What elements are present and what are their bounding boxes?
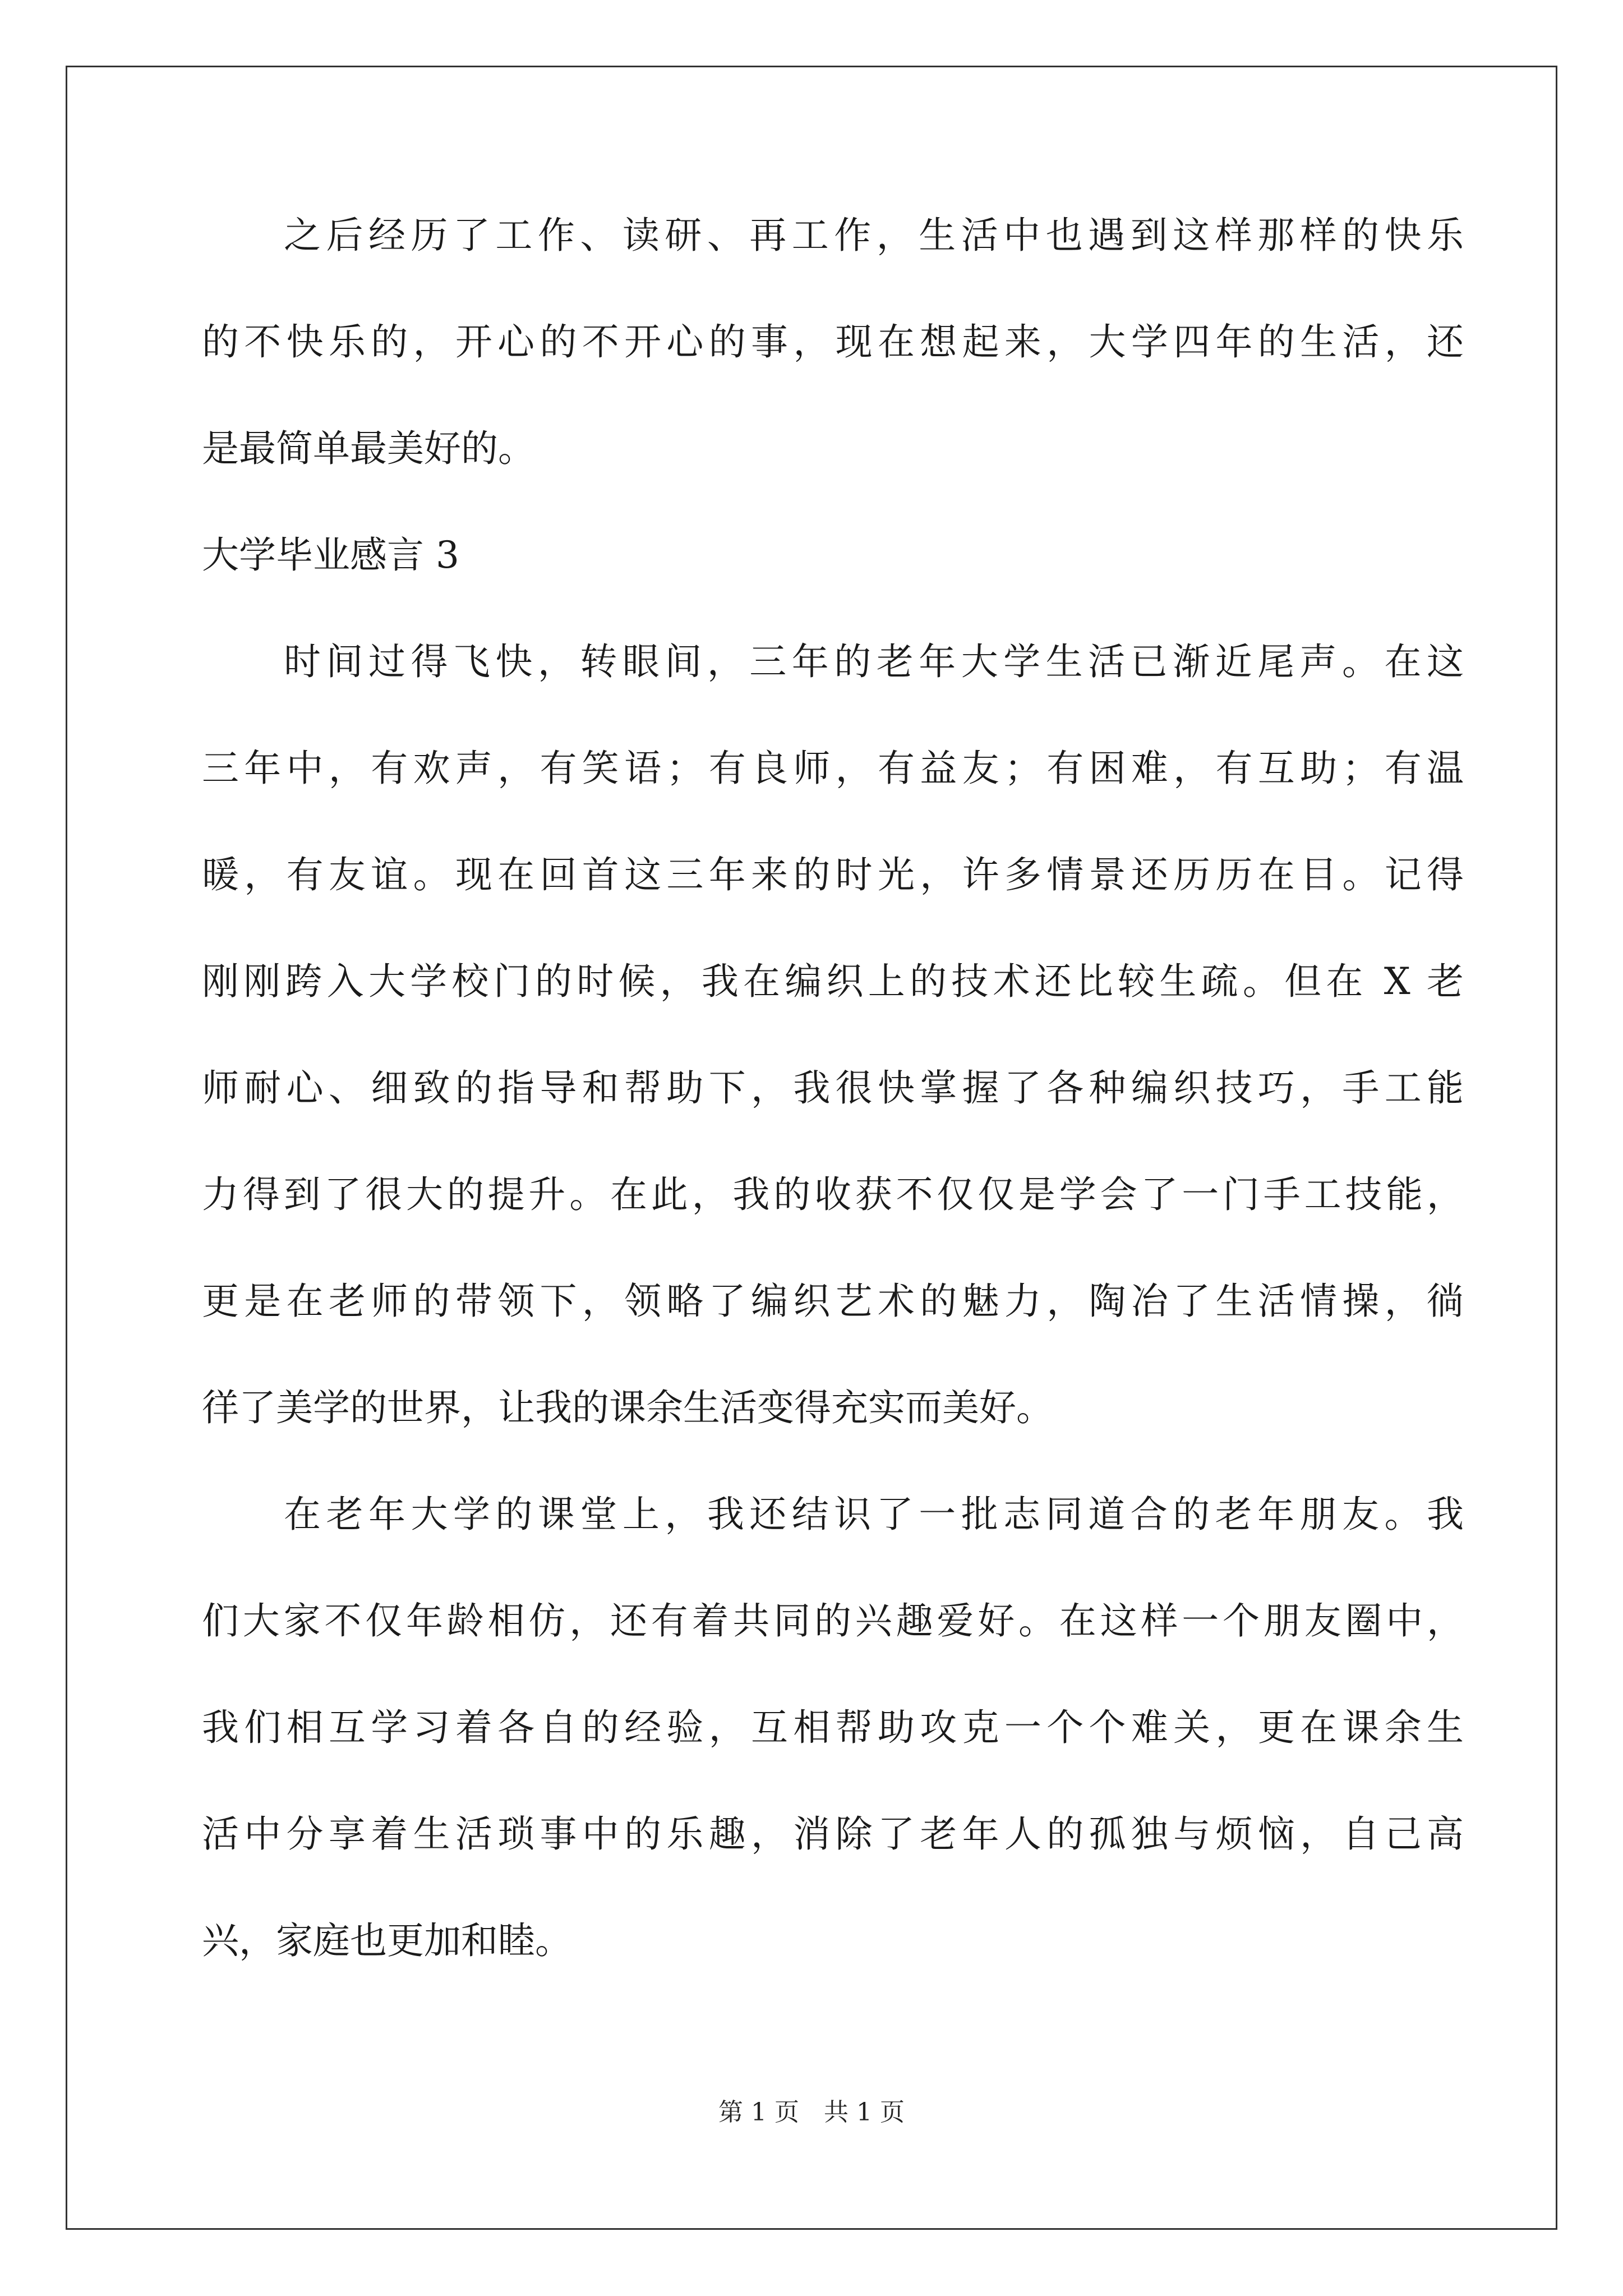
paragraph-line: 们大家不仅年龄相仿，还有着共同的兴趣爱好。在这样一个朋友圈中， (202, 1599, 1464, 1642)
paragraph-line: 在老年大学的课堂上，我还结识了一批志同道合的老年朋友。我 (284, 1493, 1464, 1536)
page-footer: 第 1 页 共 1 页 (718, 2098, 905, 2127)
paragraph-line: 是最简单最美好的。 (202, 427, 535, 470)
paragraph-line: 活中分享着生活琐事中的乐趣，消除了老年人的孤独与烦恼，自己高 (202, 1812, 1464, 1856)
paragraph-line: 暖，有友谊。现在回首这三年来的时光，许多情景还历历在目。记得 (202, 853, 1464, 896)
paragraph-line: 兴，家庭也更加和睦。 (202, 1919, 572, 1962)
paragraph-line: 三年中，有欢声，有笑语；有良师，有益友；有困难，有互助；有温 (202, 747, 1464, 790)
paragraph-line: 我们相互学习着各自的经验，互相帮助攻克一个个难关，更在课余生 (202, 1706, 1464, 1749)
paragraph-line: 师耐心、细致的指导和帮助下，我很快掌握了各种编织技巧，手工能 (202, 1066, 1464, 1110)
paragraph-line: 力得到了很大的提升。在此，我的收获不仅仅是学会了一门手工技能， (202, 1173, 1464, 1216)
page-border (66, 66, 1557, 2230)
section-heading: 大学毕业感言 3 (202, 533, 459, 577)
paragraph-line: 的不快乐的，开心的不开心的事，现在想起来，大学四年的生活，还 (202, 320, 1464, 364)
paragraph-line: 之后经历了工作、读研、再工作，生活中也遇到这样那样的快乐 (284, 214, 1464, 257)
paragraph-line: 刚刚跨入大学校门的时候，我在编织上的技术还比较生疏。但在 X 老 (202, 960, 1464, 1003)
paragraph-line: 徉了美学的世界，让我的课余生活变得充实而美好。 (202, 1386, 1053, 1429)
paragraph-line: 更是在老师的带领下，领略了编织艺术的魅力，陶冶了生活情操，徜 (202, 1280, 1464, 1323)
paragraph-line: 时间过得飞快，转眼间，三年的老年大学生活已渐近尾声。在这 (284, 640, 1464, 683)
